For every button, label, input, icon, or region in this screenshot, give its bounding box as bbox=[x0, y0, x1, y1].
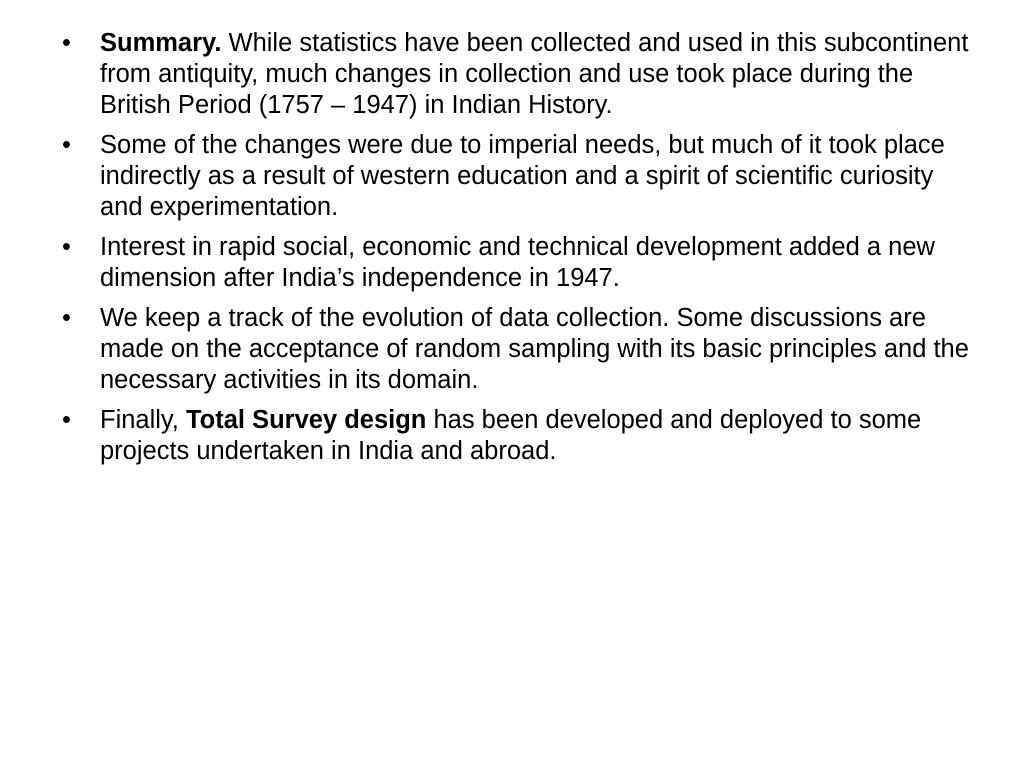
finally-text-after: has been developed and deployed to some projects undertaken in India and abroad. bbox=[100, 406, 922, 465]
interest-text: Interest in rapid social, economic and technical development added a new dimension after India’s independence in 1947. bbox=[100, 233, 935, 292]
bullet-icon: • bbox=[62, 131, 71, 159]
bullet-icon: • bbox=[62, 233, 71, 261]
total-survey-design-term: Total Survey design bbox=[185, 406, 427, 434]
changes-text: Some of the changes were due to imperial needs, but much of it took place indirectly as a result of western education and a spirit of scientific curiosity and experimentation. bbox=[100, 131, 945, 221]
bullet-item-evolution bbox=[62, 303, 972, 396]
bullet-icon: • bbox=[62, 29, 71, 57]
summary-heading: Summary. bbox=[100, 29, 222, 57]
bullet-item-finally bbox=[62, 405, 972, 467]
bullet-item-changes bbox=[62, 130, 972, 223]
bullet-list bbox=[62, 28, 972, 476]
summary-text: While statistics have been collected and used in this subcontinent from antiquity, much changes in collection and use took place during the British Period (1757 – 1947) in Indian History. bbox=[100, 29, 969, 119]
bullet-item-interest bbox=[62, 232, 972, 294]
bullet-icon: • bbox=[62, 304, 71, 332]
bullet-item-summary bbox=[62, 28, 972, 121]
finally-text-before: Finally, bbox=[100, 406, 186, 434]
evolution-text: We keep a track of the evolution of data collection. Some discussions are made on the acceptance of random sampling with its basic principles and the necessary activities in its domain. bbox=[100, 304, 969, 394]
bullet-icon: • bbox=[62, 406, 71, 434]
